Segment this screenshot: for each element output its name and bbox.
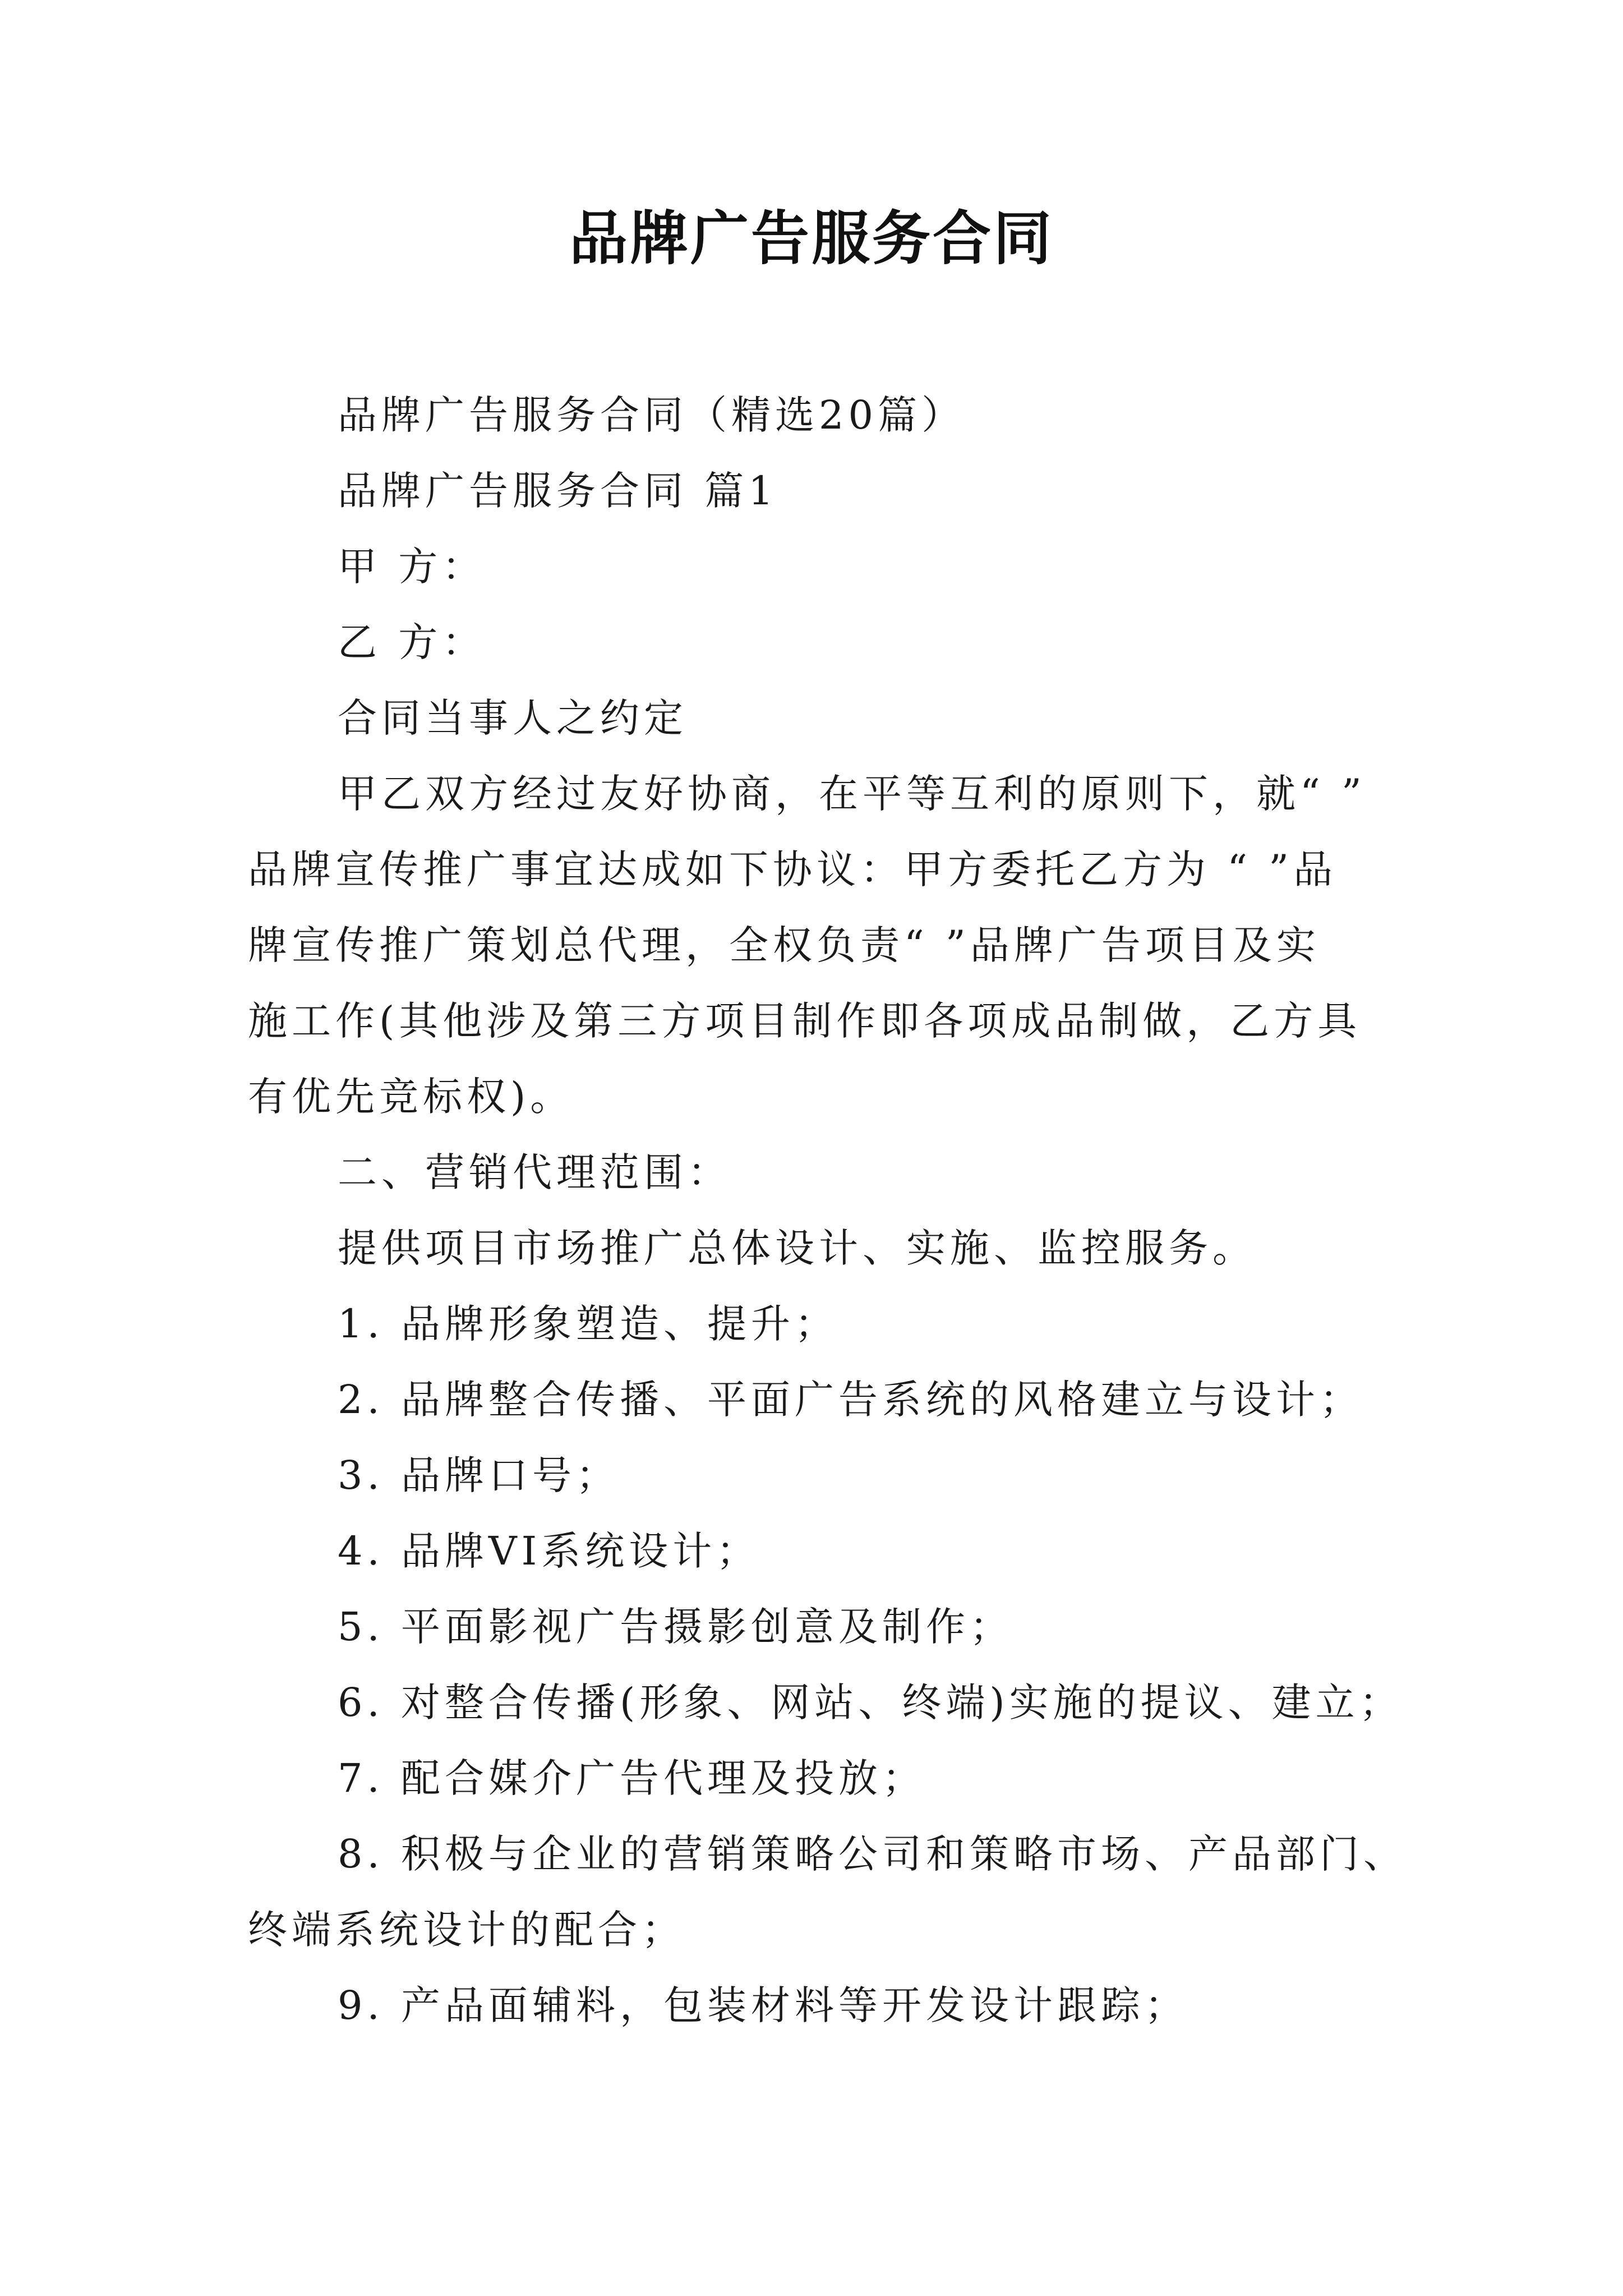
section-heading: 二、营销代理范围： [338,1149,731,1195]
paragraph-line: 甲乙双方经过友好协商，在平等互利的原则下，就“ ” [338,771,1366,817]
subtitle-line: 品牌广告服务合同（精选20篇） [338,392,966,438]
list-item: 3. 品牌口号； [338,1452,620,1498]
list-item: 5. 平面影视广告摄影创意及制作； [338,1604,1014,1650]
party-b-line: 乙 方： [338,619,486,665]
paragraph-line: 施工作(其他涉及第三方项目制作即各项成品制做，乙方具 [248,998,1362,1044]
party-a-line: 甲 方： [338,544,486,590]
list-item: 6. 对整合传播(形象、网站、终端)实施的提议、建立； [338,1680,1403,1726]
paragraph-line: 有优先竞标权)。 [248,1074,574,1120]
list-item: 2. 品牌整合传播、平面广告系统的风格建立与设计； [338,1377,1364,1423]
list-item: 1. 品牌形象塑造、提升； [338,1301,839,1347]
list-item: 8. 积极与企业的营销策略公司和策略市场、产品部门、 [338,1831,1408,1877]
list-item-continuation: 终端系统设计的配合； [248,1907,685,1953]
paragraph-line: 合同当事人之约定 [338,695,688,741]
list-item: 7. 配合媒介广告代理及投放； [338,1755,926,1801]
paragraph-line: 品牌宣传推广事宜达成如下协议：甲方委托乙方为 “ ”品 [248,846,1338,892]
paragraph-line: 牌宣传推广策划总代理，全权负责“ ”品牌广告项目及实 [248,922,1320,968]
section-heading: 品牌广告服务合同 篇1 [338,468,778,514]
paragraph-line: 提供项目市场推广总体设计、实施、监控服务。 [338,1225,1256,1271]
list-item: 9. 产品面辅料，包装材料等开发设计跟踪； [338,1982,1189,2028]
document-title: 品牌广告服务合同 [569,204,1054,273]
list-item: 4. 品牌VI系统设计； [338,1528,760,1574]
